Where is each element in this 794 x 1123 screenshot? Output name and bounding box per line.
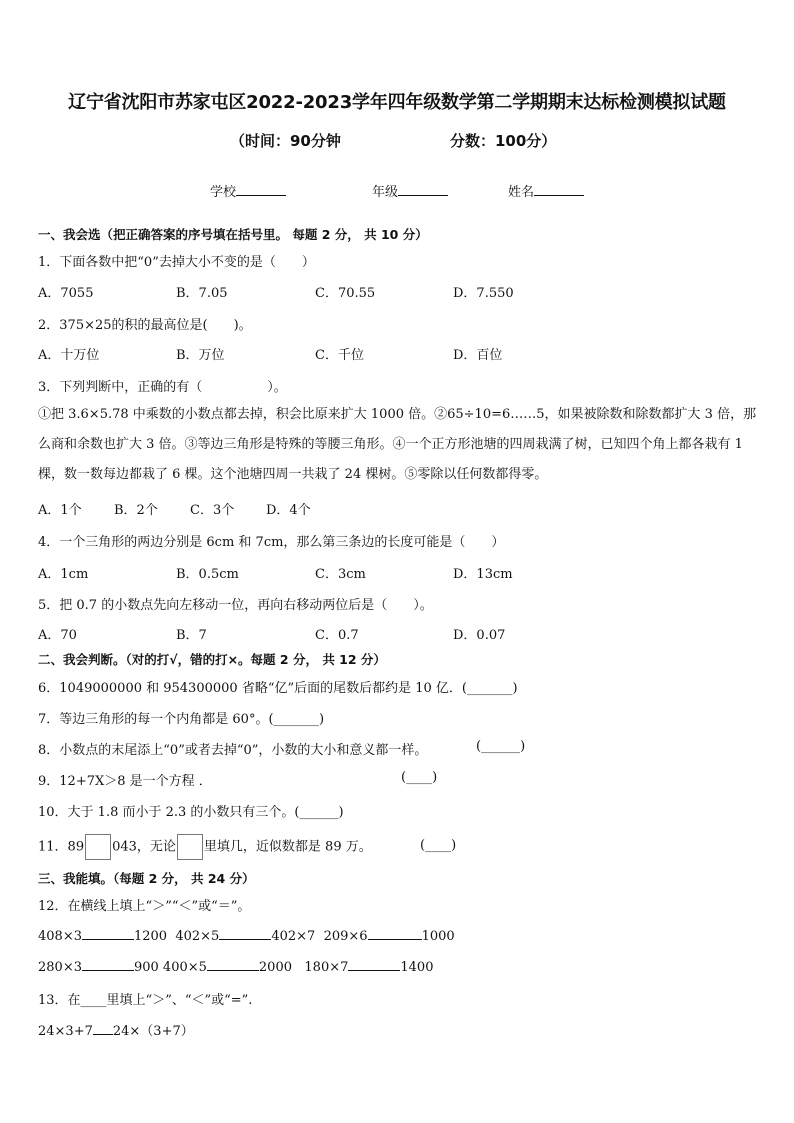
name-label: 姓名 (508, 185, 535, 200)
exam-score: 分数：100分） (450, 132, 557, 150)
q3-option-c[interactable]: C．3个 (190, 503, 235, 518)
q12-r2-item: 1400 (400, 960, 434, 975)
q5-option-b[interactable]: B．7 (176, 628, 207, 643)
q3-option-a[interactable]: A．1个 (38, 503, 82, 518)
q11-answer-paren[interactable]: (____) (420, 838, 457, 853)
q12-r1-item: 408×3 (38, 929, 82, 944)
q12-r1-blank-1[interactable] (82, 927, 134, 940)
exam-title: 辽宁省沈阳市苏家屯区2022-2023学年四年级数学第二学期期末达标检测模拟试题 (68, 92, 726, 113)
q1-option-d[interactable]: D．7.550 (453, 286, 514, 301)
q13-right: 24×（3+7） (112, 1024, 194, 1039)
q12-row-2 (38, 958, 433, 975)
q12-stem: 12．在横线上填上“＞”“＜”或“＝”。 (38, 899, 251, 914)
q1-option-c[interactable]: C．70.55 (315, 286, 376, 301)
q2-option-c[interactable]: C．千位 (315, 348, 364, 363)
name-field[interactable] (508, 181, 584, 200)
q5-option-a[interactable]: A．70 (38, 628, 77, 643)
q2-option-a[interactable]: A．十万位 (38, 348, 100, 363)
q1-option-a[interactable]: A．7055 (38, 286, 94, 301)
q12-row-1 (38, 927, 455, 944)
school-blank[interactable] (236, 182, 286, 196)
q12-r2-item: 2000 (258, 960, 292, 975)
q11-line (38, 834, 372, 860)
q5-option-d[interactable]: D．0.07 (453, 628, 506, 643)
section1-heading: 一、我会选（把正确答案的序号填在括号里。 每题 2 分， 共 10 分） (38, 227, 428, 242)
q5-stem: 5．把 0.7 的小数点先向左移动一位，再向右移动两位后是（ ）。 (38, 598, 433, 613)
q12-r2-blank-3[interactable] (348, 958, 400, 971)
q4-option-c[interactable]: C．3cm (315, 567, 366, 582)
q4-option-b[interactable]: B．0.5cm (176, 567, 239, 582)
q4-option-d[interactable]: D．13cm (453, 567, 513, 582)
q5-option-c[interactable]: C．0.7 (315, 628, 359, 643)
q13-stem: 13．在____里填上“＞”、“＜”或“=”. (38, 993, 253, 1008)
grade-blank[interactable] (398, 182, 448, 196)
exam-time: （时间：90分钟 (230, 132, 341, 150)
q8-answer-paren[interactable]: (______) (476, 739, 526, 754)
q8-text: 8．小数点的末尾添上“0”或者去掉“0”，小数的大小和意义都一样。 (38, 743, 428, 758)
q12-r2-item: 900 400×5 (133, 960, 207, 975)
q9-text: 9．12+7X＞8 是一个方程 ． (38, 774, 212, 789)
q12-r2-blank-1[interactable] (82, 958, 134, 971)
q12-r1-item: 402×5 (175, 929, 220, 944)
q4-option-a[interactable]: A．1cm (38, 567, 89, 582)
q2-option-b[interactable]: B．万位 (176, 348, 225, 363)
q13-left: 24×3+7 (38, 1024, 93, 1039)
q7-text: 7．等边三角形的每一个内角都是 60°。(_______) (38, 712, 325, 727)
q12-r1-blank-3[interactable] (368, 927, 422, 940)
q9-answer-paren[interactable]: (____) (401, 770, 438, 785)
q12-r2-item: 280×3 (38, 960, 82, 975)
q3-body: ①把 3.6×5.78 中乘数的小数点都去掉，积会比原来扩大 1000 倍。②65÷10=6……5，如果被除数和除数都扩大 3 倍，那么商和余数也扩大 3 倍。③等边三角形是特殊的等腰三角形。④一个正方形池塘的四周栽满了树，已知四个角上都各栽有 1 棵，数一数每边都栽了 6 棵。这个池塘四周一共栽了 24 棵树。⑤零除以任何数都得零。 (38, 407, 757, 482)
q12-r2-item: 180×7 (304, 960, 349, 975)
school-label: 学校 (210, 185, 237, 200)
q1-stem: 1．下面各数中把“0”去掉大小不变的是（ ） (38, 255, 315, 270)
q3-option-d[interactable]: D．4个 (266, 503, 311, 518)
q6-text: 6．1049000000 和 954300000 省略“亿”后面的尾数后都约是 10 亿．(_______) (38, 681, 518, 696)
grade-label: 年级 (372, 185, 399, 200)
q12-r1-item: 1200 (133, 929, 168, 944)
q4-stem: 4．一个三角形的两边分别是 6cm 和 7cm，那么第三条边的长度可能是（ ） (38, 535, 505, 550)
q11-digit-box-2[interactable] (177, 834, 203, 860)
q2-option-d[interactable]: D．百位 (453, 348, 503, 363)
school-field[interactable] (210, 181, 286, 200)
q11-text-part1: 11．89 (38, 839, 85, 855)
q12-r1-item: 1000 (421, 929, 455, 944)
q3-option-b[interactable]: B．2个 (114, 503, 158, 518)
q12-r1-item: 402×7 (271, 929, 316, 944)
q2-stem: 2．375×25的积的最高位是( )。 (38, 318, 252, 333)
q13-blank[interactable] (93, 1022, 113, 1035)
q13-expression (38, 1020, 194, 1039)
q3-stem: 3．下列判断中，正确的有（ ）。 (38, 380, 287, 395)
q12-r2-blank-2[interactable] (207, 958, 259, 971)
q11-text-part3: 里填几，近似数都是 89 万。 (203, 839, 372, 855)
grade-field[interactable] (372, 181, 448, 200)
section3-heading: 三、我能填。（每题 2 分， 共 24 分） (38, 871, 255, 886)
section2-heading: 二、我会判断。（对的打√，错的打×。每题 2 分， 共 12 分） (38, 652, 386, 667)
name-blank[interactable] (534, 182, 584, 196)
q1-option-b[interactable]: B．7.05 (176, 286, 228, 301)
q12-r1-item: 209×6 (323, 929, 368, 944)
q11-text-part2: 043，无论 (112, 839, 176, 855)
q11-digit-box-1[interactable] (85, 834, 111, 860)
q12-r1-blank-2[interactable] (219, 927, 271, 940)
q10-text: 10．大于 1.8 而小于 2.3 的小数只有三个。(______) (38, 805, 344, 820)
